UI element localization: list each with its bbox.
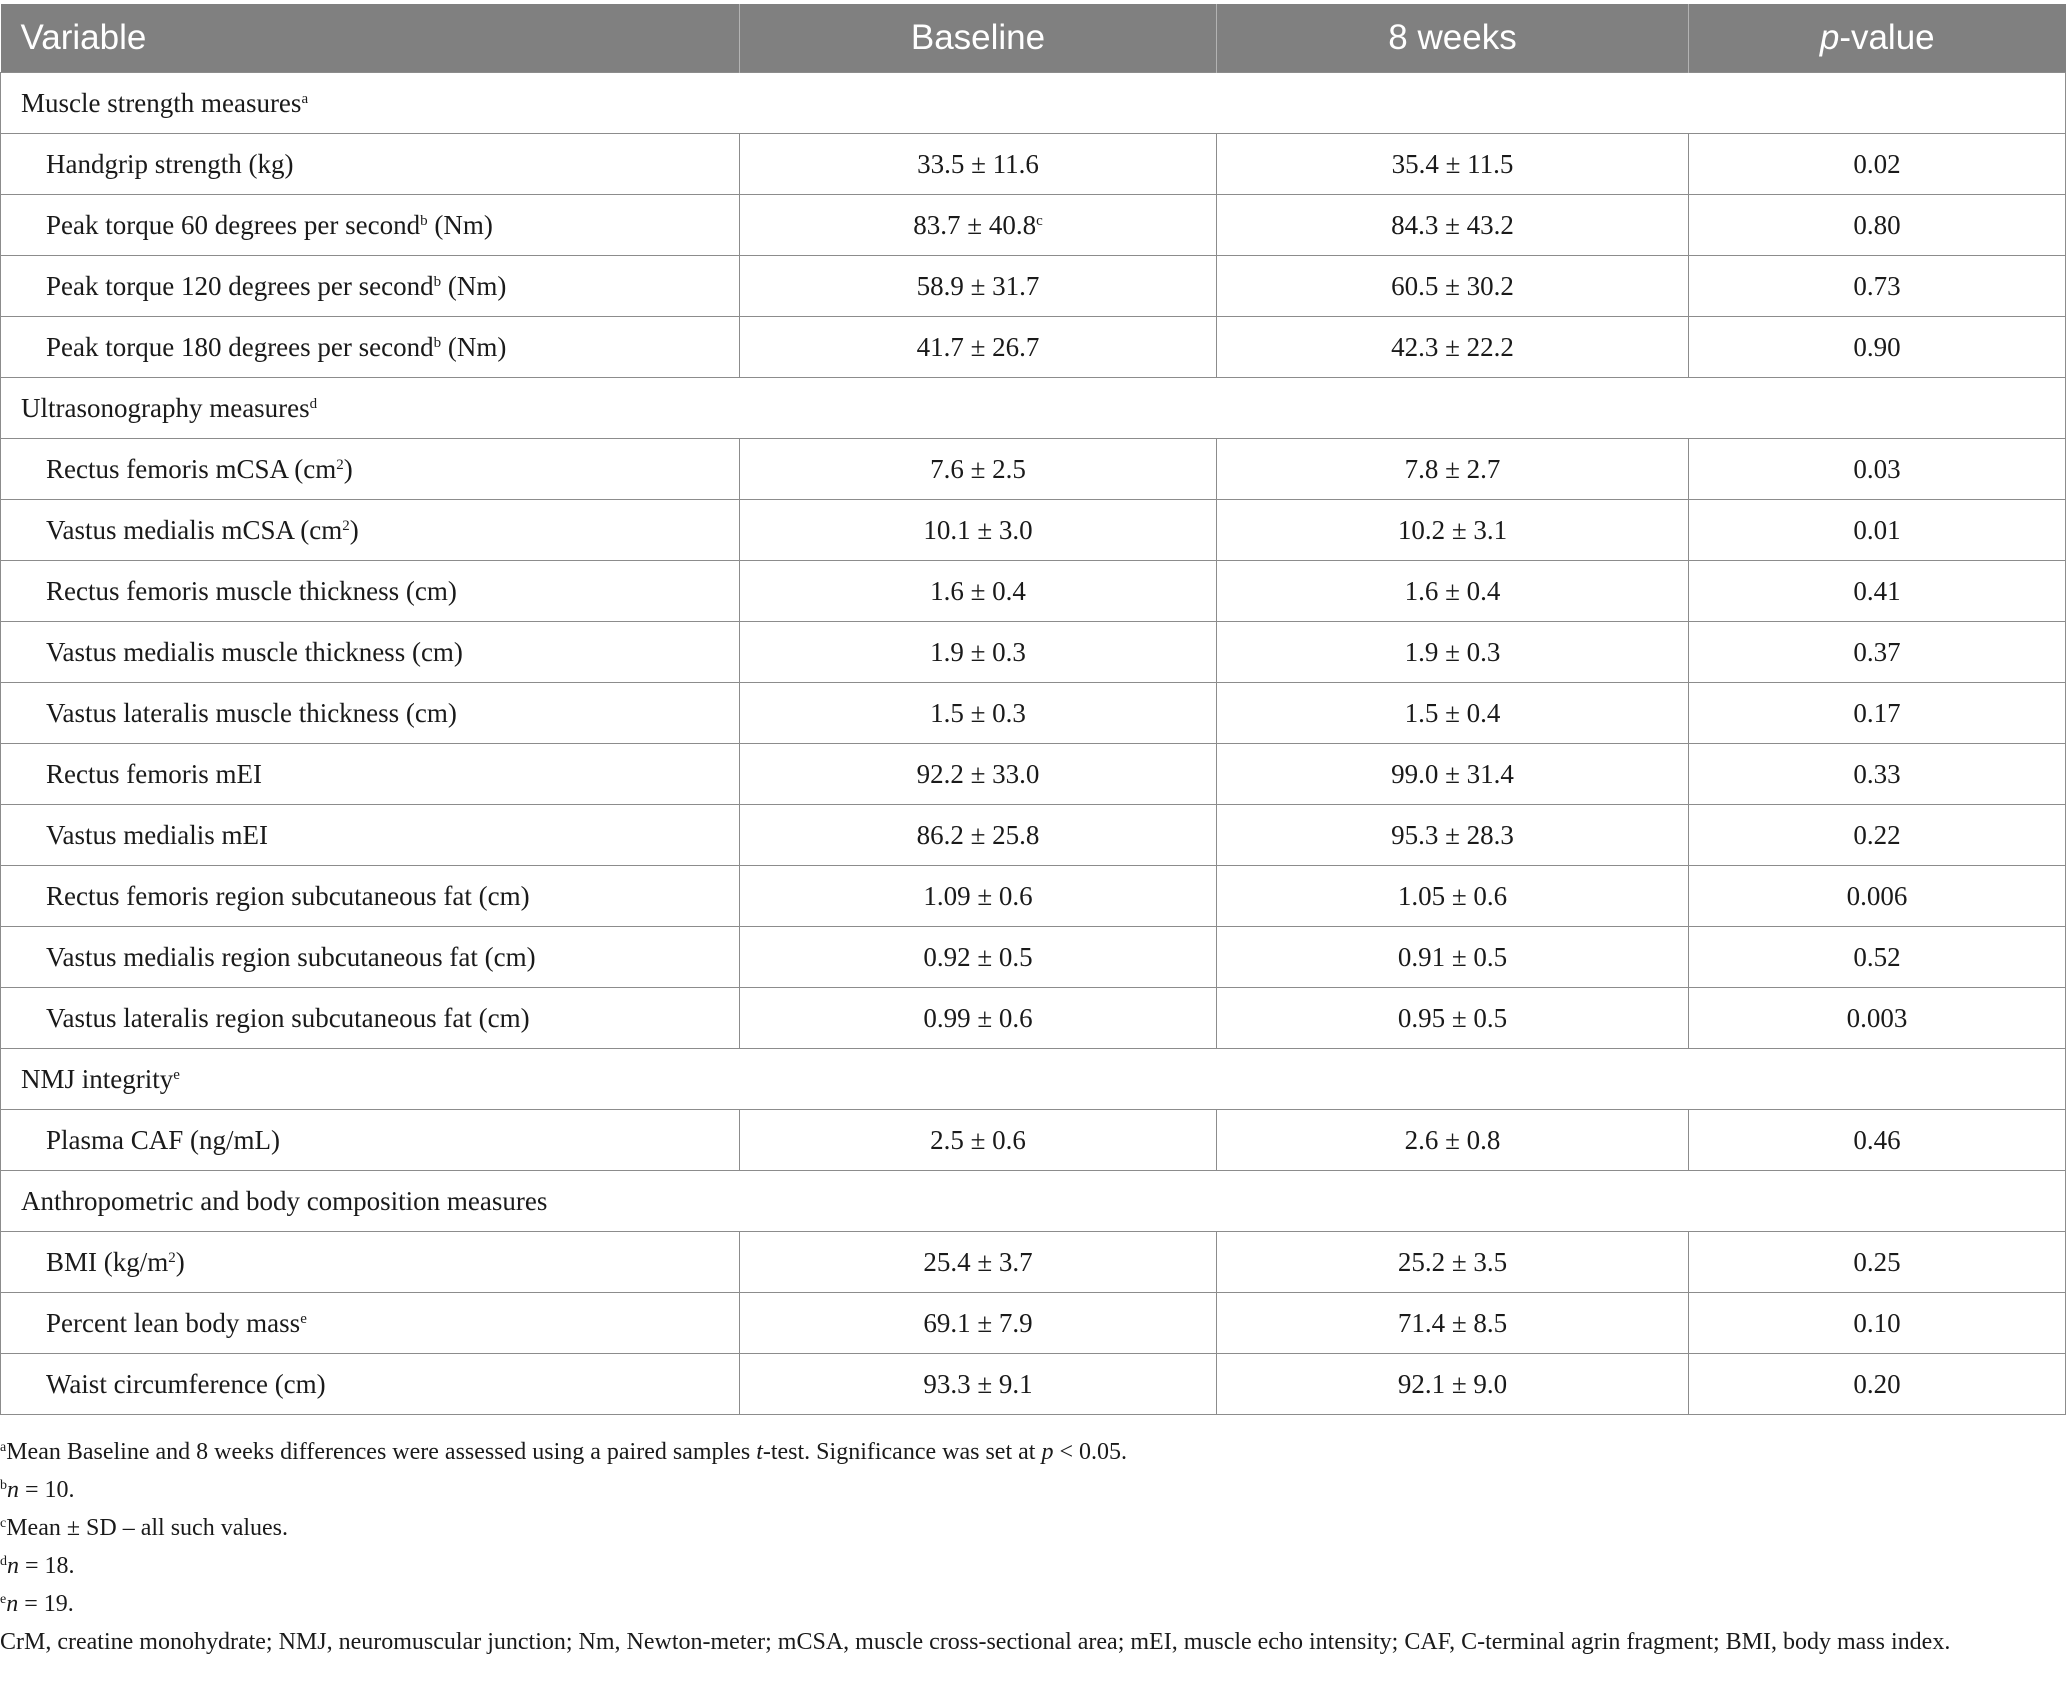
variable-cell <box>1 317 740 378</box>
baseline-cell: 1.09 ± 0.6 <box>740 866 1217 927</box>
section-row-anthropometric <box>1 1171 2066 1232</box>
table-row <box>1 683 2066 744</box>
footnote-marker: a <box>301 90 309 107</box>
results-table-container <box>0 4 2065 1415</box>
footnote-text: < 0.05. <box>1053 1439 1127 1465</box>
footnote-b <box>0 1471 2060 1509</box>
section-label <box>1 378 2066 439</box>
p-value-cell: 0.80 <box>1689 195 2066 256</box>
variable-cell: Plasma CAF (ng/mL) <box>1 1110 740 1171</box>
p-value-cell: 0.006 <box>1689 866 2066 927</box>
table-row <box>1 317 2066 378</box>
abbreviations-note: CrM, creatine monohydrate; NMJ, neuromuscular junction; Nm, Newton-meter; mCSA, muscle cross-sectional area; mEI, muscle echo intensity; CAF, C-terminal agrin fragment; BMI, body mass index. <box>0 1629 1951 1655</box>
table-row <box>1 134 2066 195</box>
superscript: 2 <box>342 517 350 534</box>
variable-unit: (Nm) <box>441 270 507 301</box>
variable-unit: ) <box>343 453 353 484</box>
table-row <box>1 195 2066 256</box>
variable-text: BMI (kg/m <box>46 1246 169 1277</box>
variable-text: Peak torque 120 degrees per second <box>46 270 434 301</box>
week8-cell: 2.6 ± 0.8 <box>1217 1110 1689 1171</box>
italic-n: n <box>7 1477 19 1503</box>
variable-cell: Vastus medialis region subcutaneous fat (cm) <box>1 927 740 988</box>
variable-unit: (Nm) <box>441 331 507 362</box>
section-label <box>1 1171 2066 1232</box>
baseline-value: 83.7 ± 40.8 <box>913 209 1037 240</box>
variable-cell: Vastus lateralis muscle thickness (cm) <box>1 683 740 744</box>
week8-cell: 0.91 ± 0.5 <box>1217 927 1689 988</box>
table-row <box>1 1293 2066 1354</box>
footnote-marker: c <box>0 1516 7 1531</box>
table-row <box>1 256 2066 317</box>
variable-cell: Rectus femoris muscle thickness (cm) <box>1 561 740 622</box>
variable-text: Vastus medialis mCSA (cm <box>46 514 343 545</box>
table-row <box>1 1110 2066 1171</box>
variable-cell: Handgrip strength (kg) <box>1 134 740 195</box>
header-p-value <box>1689 4 2066 73</box>
table-row <box>1 988 2066 1049</box>
table-row <box>1 439 2066 500</box>
footnote-text: = 10. <box>19 1477 75 1503</box>
week8-cell: 92.1 ± 9.0 <box>1217 1354 1689 1415</box>
table-row <box>1 927 2066 988</box>
week8-cell: 35.4 ± 11.5 <box>1217 134 1689 195</box>
footnote-marker: e <box>300 1310 307 1327</box>
section-title: Ultrasonography measures <box>21 392 310 423</box>
p-value-cell: 0.52 <box>1689 927 2066 988</box>
section-title: Muscle strength measures <box>21 87 302 118</box>
section-title: NMJ integrity <box>21 1063 174 1094</box>
week8-cell: 42.3 ± 22.2 <box>1217 317 1689 378</box>
footnote-marker: b <box>433 273 442 290</box>
header-variable: Variable <box>1 4 740 73</box>
p-letter: p <box>1819 18 1840 57</box>
table-row <box>1 500 2066 561</box>
baseline-cell: 0.99 ± 0.6 <box>740 988 1217 1049</box>
italic-n: n <box>6 1591 19 1617</box>
footnote-a <box>0 1433 2060 1471</box>
footnote-marker: b <box>0 1478 7 1493</box>
p-value-cell: 0.20 <box>1689 1354 2066 1415</box>
results-table <box>0 4 2066 1415</box>
baseline-cell: 41.7 ± 26.7 <box>740 317 1217 378</box>
table-footnotes <box>0 1433 2060 1661</box>
variable-cell: Waist circumference (cm) <box>1 1354 740 1415</box>
baseline-cell: 2.5 ± 0.6 <box>740 1110 1217 1171</box>
variable-unit: ) <box>175 1246 185 1277</box>
variable-cell: Vastus medialis mEI <box>1 805 740 866</box>
table-header <box>1 4 2066 73</box>
p-value-cell: 0.46 <box>1689 1110 2066 1171</box>
footnote-marker: e <box>0 1592 7 1607</box>
header-baseline: Baseline <box>740 4 1217 73</box>
baseline-cell: 92.2 ± 33.0 <box>740 744 1217 805</box>
week8-cell: 1.6 ± 0.4 <box>1217 561 1689 622</box>
week8-cell: 1.05 ± 0.6 <box>1217 866 1689 927</box>
table-row <box>1 866 2066 927</box>
footnote-e <box>0 1585 2060 1623</box>
table-row <box>1 1354 2066 1415</box>
variable-cell: Vastus lateralis region subcutaneous fat (cm) <box>1 988 740 1049</box>
footnote-text: = 18. <box>19 1553 75 1579</box>
superscript: 2 <box>168 1249 176 1266</box>
footnote-marker: b <box>433 334 442 351</box>
baseline-cell: 93.3 ± 9.1 <box>740 1354 1217 1415</box>
week8-cell: 1.5 ± 0.4 <box>1217 683 1689 744</box>
variable-cell <box>1 1232 740 1293</box>
p-value-cell: 0.37 <box>1689 622 2066 683</box>
variable-cell <box>1 500 740 561</box>
p-value-cell: 0.73 <box>1689 256 2066 317</box>
variable-unit: (Nm) <box>427 209 493 240</box>
section-row-nmj-integrity <box>1 1049 2066 1110</box>
footnote-marker: a <box>0 1440 7 1455</box>
week8-cell: 95.3 ± 28.3 <box>1217 805 1689 866</box>
section-row-muscle-strength <box>1 73 2066 134</box>
variable-text: Percent lean body mass <box>46 1307 301 1338</box>
p-value-cell: 0.01 <box>1689 500 2066 561</box>
baseline-cell: 7.6 ± 2.5 <box>740 439 1217 500</box>
section-label <box>1 73 2066 134</box>
baseline-cell: 0.92 ± 0.5 <box>740 927 1217 988</box>
variable-text: Rectus femoris mCSA (cm <box>46 453 337 484</box>
baseline-cell: 25.4 ± 3.7 <box>740 1232 1217 1293</box>
table-body <box>1 73 2066 1415</box>
table-row <box>1 1232 2066 1293</box>
p-value-cell: 0.02 <box>1689 134 2066 195</box>
footnote-text: Mean ± SD – all such values. <box>6 1515 289 1541</box>
baseline-cell: 86.2 ± 25.8 <box>740 805 1217 866</box>
variable-cell <box>1 195 740 256</box>
table-row <box>1 622 2066 683</box>
footnote-text: = 19. <box>18 1591 74 1617</box>
p-suffix: -value <box>1839 18 1935 57</box>
variable-cell <box>1 439 740 500</box>
baseline-cell: 1.5 ± 0.3 <box>740 683 1217 744</box>
superscript: 2 <box>336 456 344 473</box>
week8-cell: 0.95 ± 0.5 <box>1217 988 1689 1049</box>
footnote-text: -test. Significance was set at <box>762 1439 1042 1465</box>
italic-n: n <box>7 1553 19 1579</box>
footnote-text: Mean Baseline and 8 weeks differences were assessed using a paired samples <box>6 1439 757 1465</box>
p-value-cell: 0.003 <box>1689 988 2066 1049</box>
variable-cell: Rectus femoris mEI <box>1 744 740 805</box>
footnote-marker: e <box>173 1066 180 1083</box>
baseline-cell: 69.1 ± 7.9 <box>740 1293 1217 1354</box>
footnote-marker: d <box>309 395 318 412</box>
week8-cell: 10.2 ± 3.1 <box>1217 500 1689 561</box>
section-row-ultrasonography <box>1 378 2066 439</box>
variable-cell <box>1 256 740 317</box>
p-value-cell: 0.41 <box>1689 561 2066 622</box>
week8-cell: 25.2 ± 3.5 <box>1217 1232 1689 1293</box>
p-value-cell: 0.25 <box>1689 1232 2066 1293</box>
footnote-marker: b <box>420 212 428 229</box>
p-value-cell: 0.33 <box>1689 744 2066 805</box>
p-value-cell: 0.22 <box>1689 805 2066 866</box>
week8-cell: 71.4 ± 8.5 <box>1217 1293 1689 1354</box>
baseline-cell: 58.9 ± 31.7 <box>740 256 1217 317</box>
p-value-cell: 0.03 <box>1689 439 2066 500</box>
p-value-cell: 0.90 <box>1689 317 2066 378</box>
variable-unit: ) <box>349 514 359 545</box>
week8-cell: 84.3 ± 43.2 <box>1217 195 1689 256</box>
footnote-c <box>0 1509 2060 1547</box>
italic-t: t <box>756 1439 763 1465</box>
table-row <box>1 561 2066 622</box>
footnote-marker: d <box>0 1554 7 1569</box>
week8-cell: 60.5 ± 30.2 <box>1217 256 1689 317</box>
baseline-cell <box>740 195 1217 256</box>
baseline-cell: 1.6 ± 0.4 <box>740 561 1217 622</box>
baseline-cell: 10.1 ± 3.0 <box>740 500 1217 561</box>
baseline-cell: 33.5 ± 11.6 <box>740 134 1217 195</box>
week8-cell: 7.8 ± 2.7 <box>1217 439 1689 500</box>
week8-cell: 99.0 ± 31.4 <box>1217 744 1689 805</box>
italic-p: p <box>1041 1439 1054 1465</box>
variable-cell: Rectus femoris region subcutaneous fat (cm) <box>1 866 740 927</box>
variable-cell <box>1 1293 740 1354</box>
variable-text: Peak torque 60 degrees per second <box>46 209 421 240</box>
header-row <box>1 4 2066 73</box>
p-value-cell: 0.17 <box>1689 683 2066 744</box>
header-8-weeks: 8 weeks <box>1217 4 1689 73</box>
footnote-d <box>0 1547 2060 1585</box>
week8-cell: 1.9 ± 0.3 <box>1217 622 1689 683</box>
table-row <box>1 805 2066 866</box>
table-row <box>1 744 2066 805</box>
section-title: Anthropometric and body composition measures <box>21 1185 548 1216</box>
footnote-marker: c <box>1036 212 1043 229</box>
section-label <box>1 1049 2066 1110</box>
p-value-cell: 0.10 <box>1689 1293 2066 1354</box>
baseline-cell: 1.9 ± 0.3 <box>740 622 1217 683</box>
variable-cell: Vastus medialis muscle thickness (cm) <box>1 622 740 683</box>
variable-text: Peak torque 180 degrees per second <box>46 331 434 362</box>
